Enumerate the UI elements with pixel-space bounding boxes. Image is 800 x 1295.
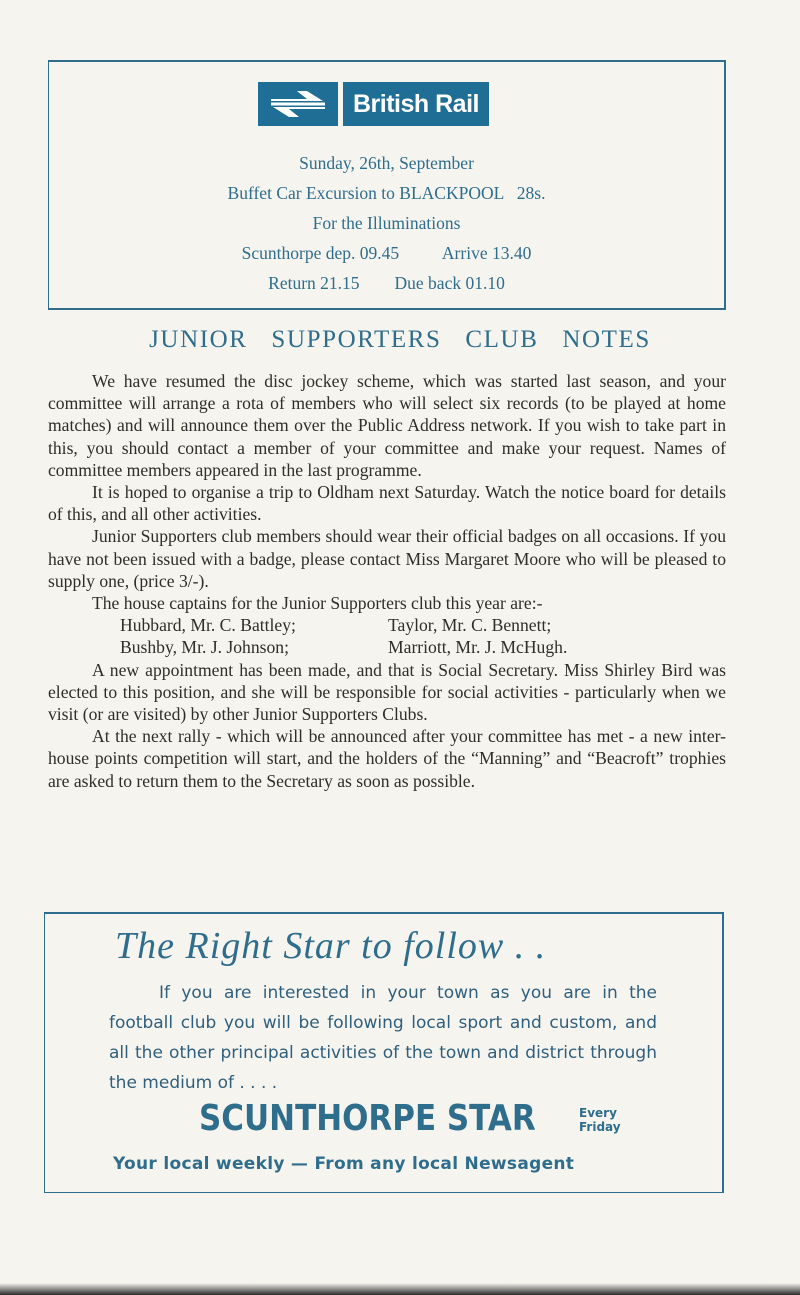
captain-entry: Hubbard, Mr. C. Battley; (120, 615, 296, 636)
notes-paragraph: It is hoped to organise a trip to Oldham next Saturday. Watch the notice board for details of this, and all other activities. (48, 482, 726, 525)
star-body-text (109, 978, 657, 1098)
captain-entry: Taylor, Mr. C. Bennett; (388, 615, 552, 636)
star-publication-day (579, 1106, 621, 1134)
excursion-date: Sunday, 26th, September (299, 153, 474, 173)
notes-title: JUNIOR SUPPORTERS CLUB NOTES (149, 326, 651, 353)
excursion-return: Return 21.15 Due back 01.10 (268, 273, 505, 293)
star-friday-label: Friday (579, 1120, 621, 1134)
scunthorpe-star-advert (44, 912, 724, 1193)
british-rail-advert (48, 60, 726, 310)
captains-row (48, 636, 726, 658)
star-headline: The Right Star to follow . . (115, 925, 547, 967)
excursion-details (49, 148, 724, 298)
page-bottom-edge (0, 1283, 800, 1295)
star-body-copy: If you are interested in your town as you are in the football club you will be following local sport and custom, and all the other principal activities of the town and district through the medium of . . . . (109, 983, 657, 1093)
notes-paragraph: Junior Supporters club members should wear their official badges on all occasions. If you have not been issued with a badge, please contact Miss Margaret Moore who will be pleased to supply one, (price 3/-). (48, 526, 726, 591)
star-footer: Your local weekly — From any local Newsagent (113, 1154, 575, 1174)
british-rail-wordmark: British Rail (343, 82, 489, 126)
star-paper-name: SCUNTHORPE STAR (199, 1098, 536, 1139)
excursion-departure: Scunthorpe dep. 09.45 Arrive 13.40 (241, 243, 532, 263)
notes-paragraph: We have resumed the disc jockey scheme, which was started last season, and your committee will arrange a rota of members who will select six records (to be played at home matches) and will announce them over the Public Address network. If you wish to take part in this, you should contact a member of your committee and make your request. Names of committee members appeared in the last programme. (48, 371, 726, 480)
captain-entry: Bushby, Mr. J. Johnson; (120, 637, 289, 658)
captain-entry: Marriott, Mr. J. McHugh. (388, 637, 568, 658)
double-arrow-icon (258, 82, 338, 126)
captains-row (48, 614, 726, 636)
excursion-purpose: For the Illuminations (312, 213, 461, 233)
excursion-title: Buffet Car Excursion to BLACKPOOL 28s. (227, 183, 546, 203)
notes-paragraph: The house captains for the Junior Supporters club this year are:- (92, 593, 543, 614)
notes-body (48, 370, 726, 792)
british-rail-logo (258, 82, 489, 126)
notes-paragraph: A new appointment has been made, and that is Social Secretary. Miss Shirley Bird was elected to this position, and she will be responsible for social activities - particularly when we visit (or are visited) by other Junior Supporters Clubs. (48, 659, 726, 725)
star-every-label: Every (579, 1106, 617, 1120)
notes-paragraph: At the next rally - which will be announced after your committee has met - a new inter-house points competition will start, and the holders of the “Manning” and “Beacroft” trophies are asked to return them to the Secretary as soon as possible. (48, 726, 726, 791)
